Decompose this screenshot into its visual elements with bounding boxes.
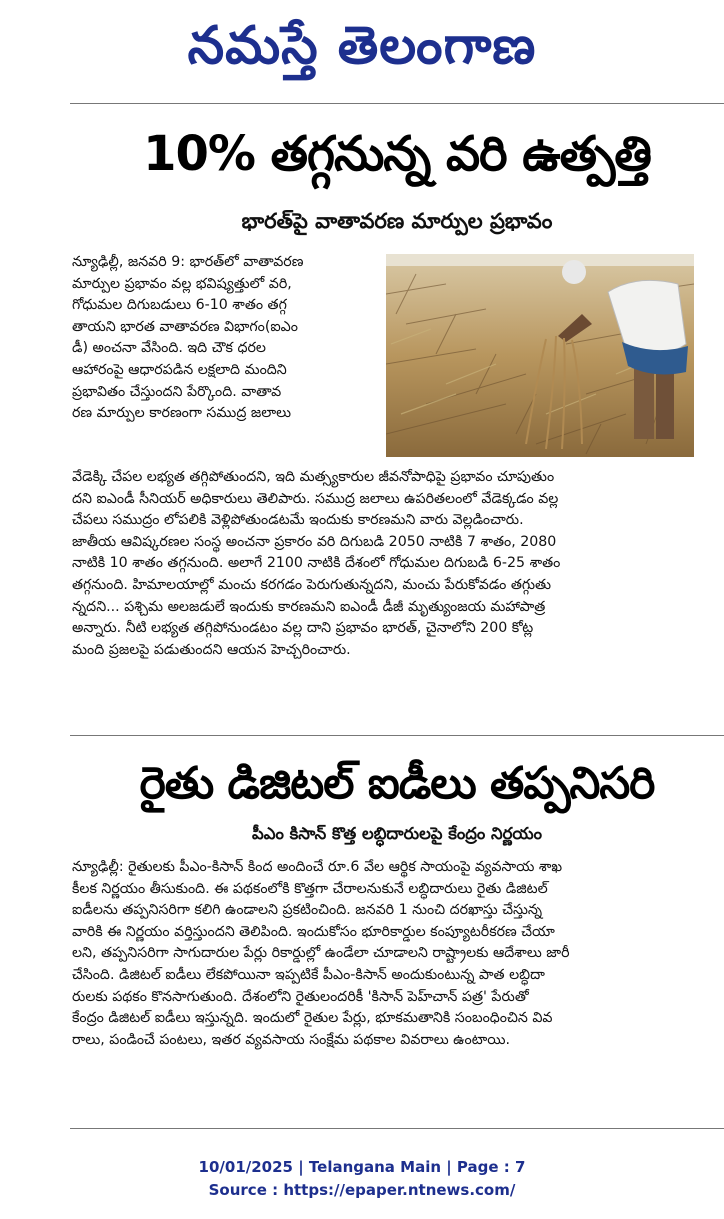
text-line: న్యూఢిల్లీ, జనవరి 9: భారత్‌లో వాతావరణ xyxy=(72,254,304,270)
footer-date-page: 10/01/2025 | Telangana Main | Page : 7 xyxy=(198,1158,526,1176)
divider-middle xyxy=(70,735,724,736)
text-line: తాయని భారత వాతావరణ విభాగం(ఐఎం xyxy=(72,318,298,335)
article2-body xyxy=(72,857,694,1051)
text-line: కీలక నిర్ణయం తీసుకుంది. ఈ పథకంలోకి కొత్తగా చేరాలనుకునే లబ్ధిదారులు రైతు డిజిటల్ xyxy=(72,880,548,897)
divider-bottom xyxy=(70,1128,724,1129)
text-line: మార్పుల ప్రభావం వల్ల భవిష్యత్తులో వరి, xyxy=(72,275,292,292)
newspaper-logo: నమస్తే తెలంగాణ xyxy=(187,16,537,76)
text-line: వేడెక్కి చేపల లభ్యత తగ్గిపోతుందని, ఇది మత్స్యకారుల జీవనోపాధిపై ప్రభావం చూపుతుం xyxy=(72,469,555,485)
text-line: ఆహారంపై ఆధారపడిన లక్షలాది మందిని xyxy=(72,361,287,378)
text-line: లని, తప్పనిసరిగా సాగుదారుల పేర్లు రికార్డుల్లో ఉండేలా చూడాలని రాష్ట్రాలకు ఆదేశాలు జారీ xyxy=(72,945,570,962)
text-line: చేసింది. డిజిటల్ ఐడీలు లేకపోయినా ఇప్పటికే పీఎం-కిసాన్ అందుకుంటున్న పాత లబ్ధిదా xyxy=(72,966,545,983)
text-line: కేంద్రం డిజిటల్ ఐడీలు ఇస్తున్నది. ఇందులో రైతుల పేర్లు, భూకమతానికి సంబంధించిన వివ xyxy=(72,1010,553,1027)
text-line: రణ మార్పుల కారణంగా సముద్ర జలాలు xyxy=(72,405,292,422)
text-line: న్యూఢిల్లీ: రైతులకు పీఎం-కిసాన్ కింద అందించే రూ.6 వేల ఆర్థిక సాయంపై వ్యవసాయ శాఖ xyxy=(72,859,563,875)
photo-icon xyxy=(386,254,694,457)
article2-subheadline: పీఎం కిసాన్ కొత్త లబ్ధిదారులపై కేంద్రం నిర్ణయం xyxy=(252,824,542,843)
masthead xyxy=(0,0,724,92)
text-line: మంది ప్రజలపై పడుతుందని ఆయన హెచ్చరించారు. xyxy=(72,641,351,658)
article1-subheadline: భారత్‌పై వాతావరణ మార్పుల ప్రభావం xyxy=(241,209,553,233)
footer-source: Source : https://epaper.ntnews.com/ xyxy=(208,1181,516,1199)
text-line: వారికి ఈ నిర్ణయం వర్తిస్తుందని తెలిపింది. ఇందుకోసం భూరికార్డుల కంప్యూటరీకరణ చేయా xyxy=(72,923,555,940)
text-line: చేపలు సముద్రం లోపలికి వెళ్లిపోతుండటమే ఇందుకు కారణమని వారు వెల్లడించారు. xyxy=(72,512,524,529)
farmer-harvesting-photo xyxy=(386,254,694,457)
text-line: డీ) అంచనా వేసింది. ఇది చౌక ధరల xyxy=(72,340,266,357)
text-line: ప్రభావితం చేస్తుందని పేర్కొంది. వాతావ xyxy=(72,383,282,400)
article1-headline: 10% తగ్గనున్న వరి ఉత్పత్తి xyxy=(143,126,651,182)
article2-headline: రైతు డిజిటల్ ఐడీలు తప్పనిసరి xyxy=(139,758,655,809)
text-line: న్నదని... పశ్చిమ అలజడులే ఇందుకు కారణమని ఐఎండీ డీజీ మృత్యుంజయ మహాపాత్ర xyxy=(72,598,546,615)
article1-body-continued xyxy=(72,467,694,661)
text-line: తగ్గనుంది. హిమాలయాల్లో మంచు కరగడం పెరుగుతున్నదని, మంచు పేరుకోవడం తగ్గుతు xyxy=(72,576,551,593)
text-line: గోధుమల దిగుబడులు 6-10 శాతం తగ్గ xyxy=(72,297,287,314)
text-line: రాలు, పండించే పంటలు, ఇతర వ్యవసాయ సంక్షేమ పథకాల వివరాలు ఉంటాయి. xyxy=(72,1031,510,1048)
divider-top xyxy=(70,103,724,104)
text-line: నాటికి 10 శాతం తగ్గనుంది. అలాగే 2100 నాటికి దేశంలో గోధుమల దిగుబడి 6-25 శాతం xyxy=(72,555,561,572)
text-line: జాతీయ ఆవిష్కరణల సంస్థ అంచనా ప్రకారం వరి దిగుబడి 2050 నాటికి 7 శాతం, 2080 xyxy=(72,533,557,550)
text-line: రులకు పథకం కొనసాగుతుంది. దేశంలోని రైతులందరికీ 'కిసాన్ పెహ్‌చాన్ పత్ర' పేరుతో xyxy=(72,988,529,1005)
text-line: దని ఐఎండీ సీనియర్ అధికారులు తెలిపారు. సముద్ర జలాలు ఉపరితలంలో వేడెక్కడం వల్ల xyxy=(72,490,559,507)
text-line: ఐడీలను తప్పనిసరిగా కలిగి ఉండాలని ప్రకటించింది. జనవరి 1 నుంచి దరఖాస్తు చేస్తున్న xyxy=(72,902,543,919)
text-line: అన్నారు. నీటి లభ్యత తగ్గిపోనుండటం వల్ల దాని ప్రభావం భారత్, చైనాలోని 200 కోట్ల xyxy=(72,620,534,637)
article1-body-column xyxy=(72,252,366,425)
